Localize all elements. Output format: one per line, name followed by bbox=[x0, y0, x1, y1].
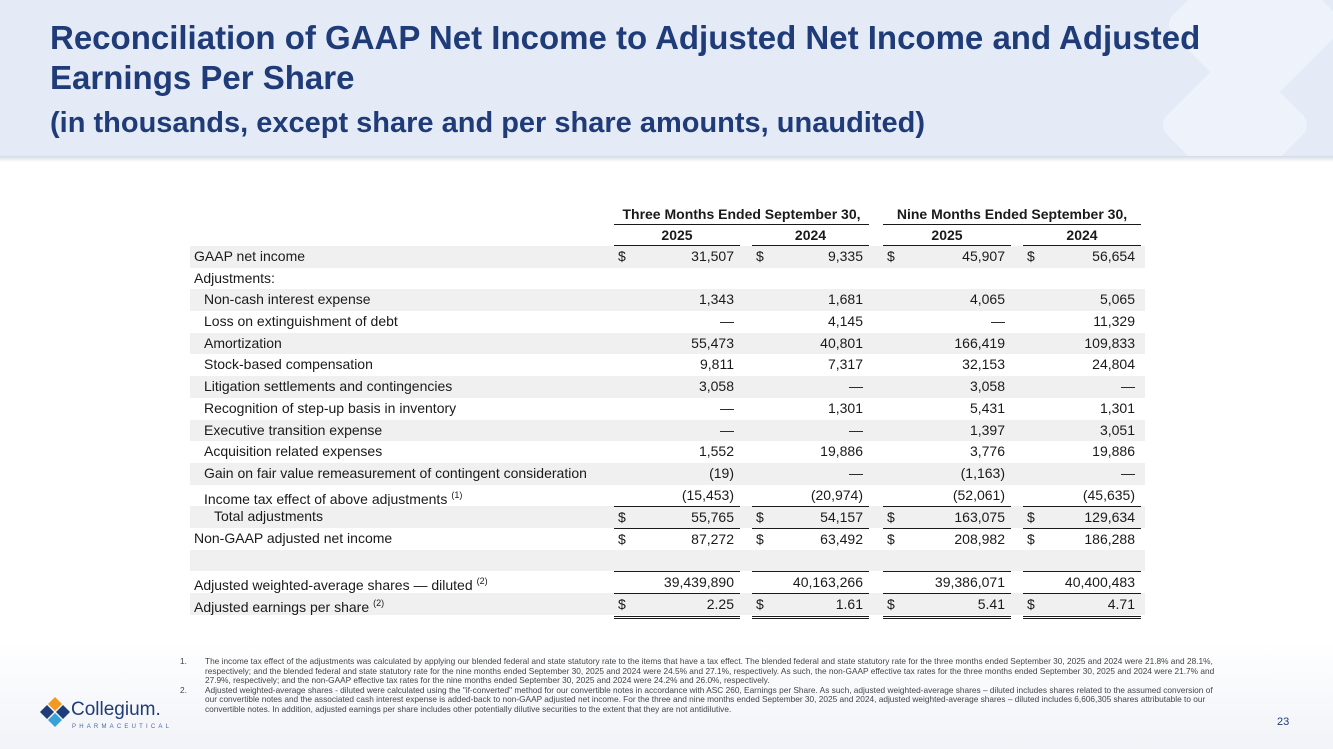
logo-mark-icon bbox=[38, 695, 72, 729]
table-cell bbox=[752, 571, 869, 594]
cell-value: 4,065 bbox=[969, 291, 1005, 308]
table-cell bbox=[752, 354, 869, 376]
cell-value: 2.25 bbox=[706, 596, 734, 612]
cell-value: 63,492 bbox=[820, 530, 863, 547]
cell-value: — bbox=[720, 421, 734, 438]
table-cell bbox=[752, 289, 869, 311]
logo-wordmark: Collegium. bbox=[71, 699, 161, 720]
table-cell bbox=[1023, 398, 1141, 420]
table-cell bbox=[1023, 593, 1141, 619]
table-cell bbox=[883, 571, 1011, 594]
row-label-text: Executive transition expense bbox=[204, 421, 383, 438]
cell-value: 55,765 bbox=[691, 509, 734, 526]
cell-value: — bbox=[720, 313, 734, 330]
cell-value: 208,982 bbox=[954, 530, 1005, 547]
table-cell bbox=[614, 441, 740, 463]
cell-value: 1,397 bbox=[969, 421, 1005, 438]
cell-value: 5.41 bbox=[977, 596, 1005, 612]
table-cell bbox=[1023, 441, 1141, 463]
cell-value: 40,400,483 bbox=[1064, 574, 1135, 591]
cell-value: 19,886 bbox=[820, 443, 863, 460]
table-cell bbox=[1023, 246, 1141, 268]
cell-value: — bbox=[849, 464, 863, 481]
table-row bbox=[190, 246, 1145, 268]
table-cell bbox=[883, 420, 1011, 442]
table-cell bbox=[1023, 420, 1141, 442]
group-header-nine-months: Nine Months Ended September 30, bbox=[883, 204, 1141, 225]
cell-value: — bbox=[1121, 378, 1135, 395]
year-header: 2025 bbox=[614, 225, 740, 246]
table-cell bbox=[883, 463, 1011, 485]
table-row bbox=[190, 485, 1145, 507]
row-label bbox=[204, 289, 371, 311]
table-cell bbox=[614, 506, 740, 529]
footnote-1 bbox=[180, 657, 1220, 686]
table-cell bbox=[1023, 354, 1141, 376]
cell-value: 109,833 bbox=[1084, 334, 1135, 351]
group-header-three-months: Three Months Ended September 30, bbox=[614, 204, 869, 225]
row-label-text: Adjusted earnings per share bbox=[194, 599, 370, 615]
cell-value: 9,811 bbox=[700, 356, 734, 373]
table-row bbox=[190, 593, 1145, 615]
table-cell bbox=[883, 441, 1011, 463]
currency-symbol: $ bbox=[756, 248, 764, 264]
table-row bbox=[190, 398, 1145, 420]
cell-value: 55,473 bbox=[691, 334, 734, 351]
footnote-ref: (2) bbox=[373, 598, 385, 608]
table-cell bbox=[883, 333, 1011, 355]
footnote-ref: (2) bbox=[476, 576, 488, 587]
cell-value: 45,907 bbox=[962, 248, 1005, 264]
row-label bbox=[194, 528, 392, 550]
currency-symbol: $ bbox=[618, 509, 626, 526]
footnote-number: 2. bbox=[180, 684, 187, 695]
table-cell bbox=[752, 376, 869, 398]
row-label-text: Total adjustments bbox=[214, 508, 323, 525]
table-cell bbox=[614, 354, 740, 376]
cell-value: 31,507 bbox=[691, 248, 734, 264]
table-row bbox=[190, 506, 1145, 528]
cell-value: 1.61 bbox=[835, 596, 863, 612]
table-row bbox=[190, 463, 1145, 485]
cell-value: 87,272 bbox=[691, 530, 734, 547]
row-label bbox=[204, 376, 452, 398]
currency-symbol: $ bbox=[1027, 596, 1035, 612]
page-subtitle: (in thousands, except share and per share amounts, unaudited) bbox=[50, 107, 925, 139]
row-label-text: Income tax effect of above adjustments bbox=[204, 490, 448, 507]
cell-value: — bbox=[720, 399, 734, 416]
table-cell bbox=[752, 398, 869, 420]
table-cell bbox=[752, 506, 869, 529]
cell-value: (52,061) bbox=[952, 486, 1005, 503]
page-title: Reconciliation of GAAP Net Income to Adjusted Net Income and Adjusted Earnings Per Share bbox=[50, 19, 1201, 96]
cell-value: 4,145 bbox=[827, 313, 863, 330]
cell-value: 1,552 bbox=[698, 443, 734, 460]
cell-value: — bbox=[849, 378, 863, 395]
table-cell bbox=[883, 593, 1011, 619]
footnote-2 bbox=[180, 686, 1220, 715]
currency-symbol: $ bbox=[887, 248, 895, 264]
currency-symbol: $ bbox=[756, 530, 764, 547]
cell-value: 40,801 bbox=[820, 334, 863, 351]
cell-value: 129,634 bbox=[1084, 509, 1135, 526]
row-label-text: GAAP net income bbox=[194, 248, 306, 264]
row-label bbox=[204, 398, 456, 420]
table-cell bbox=[883, 311, 1011, 333]
cell-value: 56,654 bbox=[1092, 248, 1135, 264]
table-cell bbox=[614, 376, 740, 398]
table-cell bbox=[752, 593, 869, 619]
reconciliation-table bbox=[190, 246, 1145, 615]
cell-value: 1,301 bbox=[827, 399, 863, 416]
cell-value: 3,058 bbox=[698, 378, 734, 395]
table-cell bbox=[614, 463, 740, 485]
row-label-text: Non-GAAP adjusted net income bbox=[194, 529, 393, 546]
table-cell bbox=[752, 246, 869, 268]
table-cell bbox=[614, 333, 740, 355]
table-row bbox=[190, 268, 1145, 290]
table-row bbox=[190, 333, 1145, 355]
cell-value: 1,301 bbox=[1099, 399, 1135, 416]
row-label-text: Adjustments: bbox=[194, 269, 275, 286]
table-cell bbox=[614, 311, 740, 333]
currency-symbol: $ bbox=[618, 248, 626, 264]
footnote-text: The income tax effect of the adjustments was calculated by applying our blended federal and state statutory rate to the items that have a tax effect. The blended federal and state statutory rate for the three months ended September 30, 2025 and 2024 were 21.8% and 28.1%, respectively; and the blended federal and state statutory rate for the nine months ended September 30, 2025 and 2024 were 24.5% and 27.1%, respectively. As such, the non-GAAP effective tax rates for the three months ended September 30, 2025 and 2024 were 21.7% and 27.9%, respectively; and the non-GAAP effective tax rates for the nine months ended September 30, 2025 and 2024 were 24.2% and 26.0%, respectively. bbox=[205, 656, 1215, 685]
cell-value: 3,051 bbox=[1099, 421, 1135, 438]
cell-value: — bbox=[849, 421, 863, 438]
table-cell bbox=[752, 485, 869, 507]
currency-symbol: $ bbox=[756, 509, 764, 526]
table-row bbox=[190, 420, 1145, 442]
year-header: 2024 bbox=[1023, 225, 1141, 246]
currency-symbol: $ bbox=[887, 596, 895, 612]
row-label bbox=[194, 268, 275, 290]
row-label-text: Gain on fair value remeasurement of contingent consideration bbox=[204, 464, 587, 481]
footnote-text: Adjusted weighted-average shares - diluted were calculated using the "if-converted" method for our convertible notes in accordance with ASC 260, Earnings per Share. As such, adjusted weighted-average shares – diluted includes shares related to the assumed conversion of our convertible notes and the associated cash interest expense is added-back to non-GAAP adjusted net income. For the three and nine months ended September 30, 2025 and 2024, adjusted weighted-average shares – diluted includes 6,606,305 shares attributable to our convertible notes. In addition, adjusted earnings per share includes other potentially dilutive securities to the extent that they are not antidilutive. bbox=[205, 684, 1213, 714]
row-label-text: Non-cash interest expense bbox=[204, 291, 371, 308]
company-logo bbox=[38, 693, 178, 738]
table-cell bbox=[752, 311, 869, 333]
table-cell bbox=[1023, 311, 1141, 333]
table-cell bbox=[1023, 571, 1141, 594]
footnote-number: 1. bbox=[180, 656, 187, 666]
table-cell bbox=[1023, 289, 1141, 311]
cell-value: (1,163) bbox=[960, 464, 1005, 481]
row-label-text: Amortization bbox=[204, 334, 282, 351]
table-cell bbox=[614, 246, 740, 268]
year-header: 2024 bbox=[752, 225, 869, 246]
cell-value: 5,065 bbox=[1099, 291, 1135, 308]
table-cell bbox=[614, 289, 740, 311]
row-label-text: Recognition of step-up basis in inventory bbox=[204, 399, 457, 416]
row-label-text: Loss on extinguishment of debt bbox=[204, 313, 398, 330]
table-cell bbox=[614, 571, 740, 594]
table-row bbox=[190, 441, 1145, 463]
table-cell bbox=[1023, 485, 1141, 507]
cell-value: (20,974) bbox=[810, 486, 863, 503]
table-cell bbox=[883, 246, 1011, 268]
currency-symbol: $ bbox=[618, 530, 626, 547]
table-row bbox=[190, 289, 1145, 311]
footnote-ref: (1) bbox=[451, 489, 463, 500]
currency-symbol: $ bbox=[756, 596, 764, 612]
cell-value: 3,776 bbox=[969, 443, 1005, 460]
currency-symbol: $ bbox=[1027, 248, 1035, 264]
row-label-text: Acquisition related expenses bbox=[204, 443, 383, 460]
currency-symbol: $ bbox=[1027, 509, 1035, 526]
table-cell bbox=[614, 420, 740, 442]
cell-value: 1,343 bbox=[698, 291, 734, 308]
table-cell bbox=[883, 354, 1011, 376]
cell-value: 163,075 bbox=[954, 509, 1005, 526]
table-cell bbox=[1023, 333, 1141, 355]
cell-value: 39,386,071 bbox=[934, 574, 1005, 591]
cell-value: (15,453) bbox=[681, 486, 734, 503]
table-cell bbox=[883, 485, 1011, 507]
row-label bbox=[204, 333, 282, 355]
row-label-text: Adjusted weighted-average shares — diluted bbox=[194, 577, 473, 594]
cell-value: 39,439,890 bbox=[663, 574, 734, 591]
table-cell bbox=[752, 441, 869, 463]
currency-symbol: $ bbox=[887, 530, 895, 547]
row-label bbox=[194, 246, 305, 268]
table-cell bbox=[883, 398, 1011, 420]
row-label bbox=[204, 311, 398, 333]
table-row bbox=[190, 528, 1145, 550]
cell-value: (19) bbox=[709, 464, 734, 481]
cell-value: 54,157 bbox=[820, 509, 863, 526]
table-row bbox=[190, 376, 1145, 398]
table-cell bbox=[752, 420, 869, 442]
cell-value: 3,058 bbox=[969, 378, 1005, 395]
table-cell bbox=[752, 463, 869, 485]
table-cell bbox=[1023, 376, 1141, 398]
table-cell bbox=[1023, 506, 1141, 529]
row-label-text: Litigation settlements and contingencies bbox=[204, 378, 453, 395]
cell-value: 186,288 bbox=[1084, 530, 1135, 547]
cell-value: 166,419 bbox=[954, 334, 1005, 351]
currency-symbol: $ bbox=[887, 509, 895, 526]
table-cell bbox=[752, 333, 869, 355]
currency-symbol: $ bbox=[1027, 530, 1035, 547]
table-row bbox=[190, 550, 1145, 572]
table-cell bbox=[883, 289, 1011, 311]
page-number: 23 bbox=[1277, 716, 1290, 728]
cell-value: 19,886 bbox=[1092, 443, 1135, 460]
table-cell bbox=[883, 506, 1011, 529]
cell-value: 7,317 bbox=[827, 356, 863, 373]
cell-value: 5,431 bbox=[969, 399, 1005, 416]
row-label bbox=[204, 420, 382, 442]
cell-value: 1,681 bbox=[827, 291, 863, 308]
row-label bbox=[194, 593, 384, 619]
table-cell bbox=[614, 485, 740, 507]
logo-tagline: PHARMACEUTICAL bbox=[72, 724, 173, 730]
table-row bbox=[190, 311, 1145, 333]
cell-value: (45,635) bbox=[1082, 486, 1135, 503]
year-header: 2025 bbox=[883, 225, 1011, 246]
table-cell bbox=[614, 593, 740, 619]
table-row bbox=[190, 571, 1145, 593]
row-label bbox=[204, 441, 382, 463]
cell-value: 32,153 bbox=[962, 356, 1005, 373]
row-label bbox=[204, 354, 373, 376]
table-cell bbox=[614, 398, 740, 420]
table-cell bbox=[1023, 463, 1141, 485]
table-row bbox=[190, 354, 1145, 376]
cell-value: 24,804 bbox=[1092, 356, 1135, 373]
row-label bbox=[204, 463, 587, 485]
currency-symbol: $ bbox=[618, 596, 626, 612]
cell-value: 4.71 bbox=[1107, 596, 1135, 612]
header-shadow bbox=[0, 156, 1333, 162]
row-label-text: Stock-based compensation bbox=[204, 356, 373, 373]
cell-value: 11,329 bbox=[1093, 313, 1135, 330]
footnotes bbox=[180, 657, 1220, 714]
row-label bbox=[214, 506, 323, 528]
cell-value: 9,335 bbox=[827, 248, 863, 264]
cell-value: 40,163,266 bbox=[792, 574, 863, 591]
cell-value: — bbox=[1121, 464, 1135, 481]
table-cell bbox=[883, 376, 1011, 398]
cell-value: — bbox=[991, 313, 1005, 330]
